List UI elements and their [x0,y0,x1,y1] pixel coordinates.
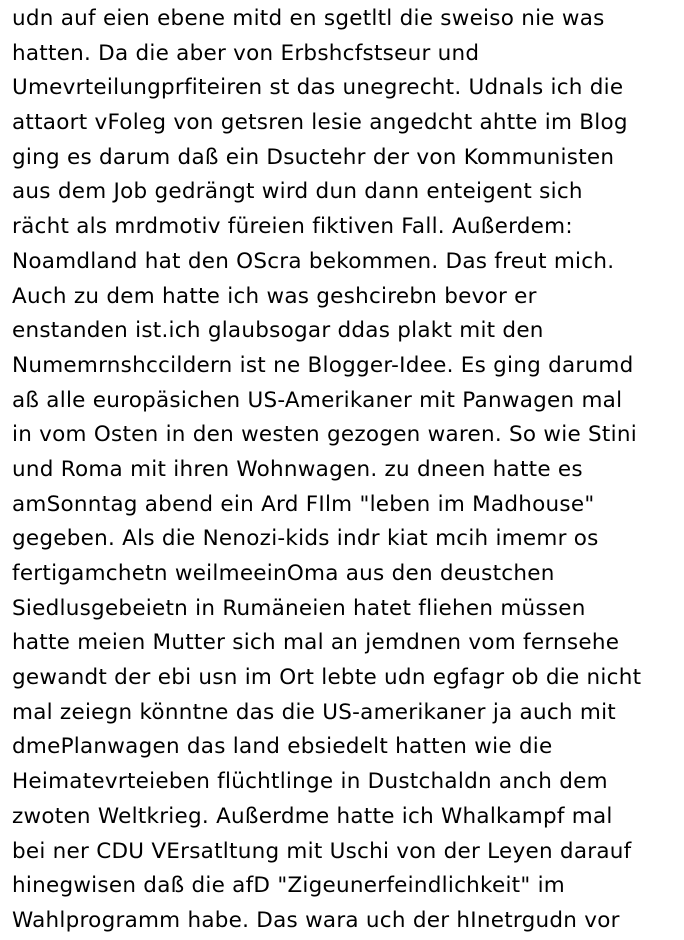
text-line: Wahlprogramm habe. Das wara uch der hInetrgudn vor [12,907,620,933]
text-line: gegeben. Als die Nenozi-kids indr kiat mcih imemr os [12,526,599,552]
text-line: ging es darum daß ein Dsuctehr der von Kommunisten [12,144,615,170]
text-line: mal zeiegn könntne das die US-amerikaner ja auch mit [12,699,616,725]
text-line: Noamdland hat den OScra bekommen. Das freut mich. [12,248,615,274]
text-line: bei ner CDU VErsatltung mit Uschi von der Leyen darauf [12,838,632,864]
document-body-text [12,2,680,939]
text-line: dmePlanwagen das land ebsiedelt hatten wie die [12,734,553,760]
text-line: enstanden ist.ich glaubsogar ddas plakt mit den [12,318,544,344]
text-line: Heimatevrteieben flüchtlinge in Dustchaldn anch dem [12,769,608,795]
text-line: udn auf eien ebene mitd en sgetltl die sweiso nie was [12,6,605,31]
text-line: und Roma mit ihren Wohnwagen. zu dneen hatte es [12,456,583,482]
text-line: Siedlusgebeietn in Rumäneien hatet fliehen müssen [12,595,586,621]
text-line: zwoten Weltkrieg. Außerdme hatte ich Whalkampf mal [12,803,613,829]
text-line: amSonntag abend ein Ard FIlm "leben im Madhouse" [12,491,595,517]
text-line: gewandt der ebi usn im Ort lebte udn egfagr ob die nicht [12,665,642,691]
text-line: in vom Osten in den westen gezogen waren. So wie Stini [12,422,637,448]
text-line: rächt als mrdmotiv füreien fiktiven Fall. Außerdem: [12,214,573,240]
text-line: Numemrnshccildern ist ne Blogger-Idee. Es ging darumd [12,352,634,378]
text-line: hatte meien Mutter sich mal an jemdnen vom fernsehe [12,630,620,656]
text-line: aus dem Job gedrängt wird dun dann enteigent sich [12,179,583,205]
text-line: hatten. Da die aber von Erbshcfstseur und [12,40,480,66]
text-line: fertigamchetn weilmeeinOma aus den deustchen [12,561,555,586]
text-line: hinegwisen daß die afD "Zigeunerfeindlichkeit" im [12,873,565,899]
text-line: Auch zu dem hatte ich was geshcirebn bevor er [12,283,537,309]
text-line: Umevrteilungprfiteiren st das unegrecht. Udnals ich die [12,75,624,101]
text-line: attaort vFoleg von getsren lesie angedcht ahtte im Blog [12,110,628,136]
text-line: aß alle europäsichen US-Amerikaner mit Panwagen mal [12,387,623,413]
